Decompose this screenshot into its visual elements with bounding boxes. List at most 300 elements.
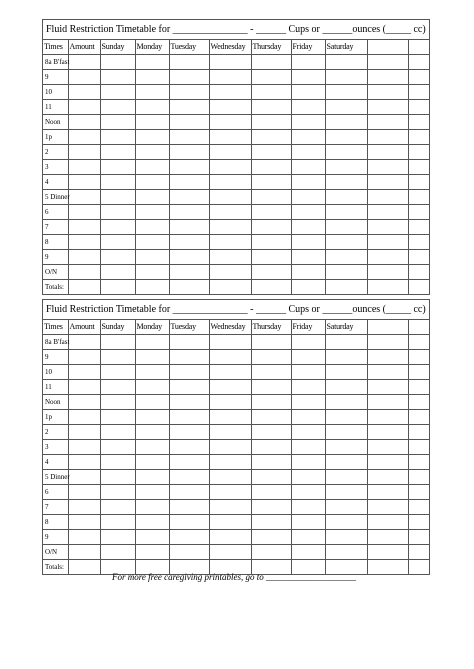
entry-cell[interactable] (291, 350, 325, 365)
entry-cell[interactable] (408, 410, 429, 425)
entry-cell[interactable] (291, 395, 325, 410)
entry-cell[interactable] (325, 160, 367, 175)
entry-cell[interactable] (325, 335, 367, 350)
entry-cell[interactable] (408, 175, 429, 190)
entry-cell[interactable] (209, 395, 251, 410)
entry-cell[interactable] (68, 500, 100, 515)
entry-cell[interactable] (68, 395, 100, 410)
entry-cell[interactable] (100, 145, 135, 160)
entry-cell[interactable] (169, 100, 209, 115)
entry-cell[interactable] (325, 130, 367, 145)
entry-cell[interactable] (68, 250, 100, 265)
entry-cell[interactable] (209, 220, 251, 235)
entry-cell[interactable] (367, 545, 408, 560)
entry-cell[interactable] (408, 455, 429, 470)
entry-cell[interactable] (325, 280, 367, 295)
entry-cell[interactable] (251, 440, 291, 455)
entry-cell[interactable] (408, 500, 429, 515)
entry-cell[interactable] (291, 365, 325, 380)
entry-cell[interactable] (100, 395, 135, 410)
entry-cell[interactable] (325, 190, 367, 205)
entry-cell[interactable] (367, 280, 408, 295)
entry-cell[interactable] (169, 455, 209, 470)
entry-cell[interactable] (251, 515, 291, 530)
entry-cell[interactable] (251, 470, 291, 485)
entry-cell[interactable] (291, 500, 325, 515)
entry-cell[interactable] (209, 470, 251, 485)
entry-cell[interactable] (135, 380, 169, 395)
entry-cell[interactable] (291, 145, 325, 160)
entry-cell[interactable] (325, 515, 367, 530)
entry-cell[interactable] (408, 160, 429, 175)
entry-cell[interactable] (135, 55, 169, 70)
entry-cell[interactable] (169, 470, 209, 485)
entry-cell[interactable] (291, 115, 325, 130)
entry-cell[interactable] (325, 545, 367, 560)
entry-cell[interactable] (325, 500, 367, 515)
entry-cell[interactable] (251, 175, 291, 190)
entry-cell[interactable] (291, 250, 325, 265)
entry-cell[interactable] (100, 410, 135, 425)
entry-cell[interactable] (135, 70, 169, 85)
entry-cell[interactable] (291, 160, 325, 175)
entry-cell[interactable] (209, 280, 251, 295)
entry-cell[interactable] (135, 455, 169, 470)
entry-cell[interactable] (68, 115, 100, 130)
entry-cell[interactable] (68, 175, 100, 190)
entry-cell[interactable] (291, 485, 325, 500)
entry-cell[interactable] (100, 205, 135, 220)
entry-cell[interactable] (367, 175, 408, 190)
entry-cell[interactable] (291, 85, 325, 100)
entry-cell[interactable] (100, 160, 135, 175)
entry-cell[interactable] (68, 235, 100, 250)
entry-cell[interactable] (367, 235, 408, 250)
entry-cell[interactable] (325, 485, 367, 500)
entry-cell[interactable] (291, 130, 325, 145)
entry-cell[interactable] (367, 250, 408, 265)
entry-cell[interactable] (291, 470, 325, 485)
entry-cell[interactable] (100, 55, 135, 70)
entry-cell[interactable] (68, 545, 100, 560)
entry-cell[interactable] (251, 145, 291, 160)
entry-cell[interactable] (169, 440, 209, 455)
entry-cell[interactable] (408, 70, 429, 85)
entry-cell[interactable] (209, 70, 251, 85)
entry-cell[interactable] (408, 235, 429, 250)
entry-cell[interactable] (325, 220, 367, 235)
entry-cell[interactable] (209, 100, 251, 115)
entry-cell[interactable] (367, 425, 408, 440)
entry-cell[interactable] (100, 425, 135, 440)
entry-cell[interactable] (251, 265, 291, 280)
entry-cell[interactable] (367, 560, 408, 575)
entry-cell[interactable] (169, 380, 209, 395)
entry-cell[interactable] (251, 85, 291, 100)
entry-cell[interactable] (135, 470, 169, 485)
entry-cell[interactable] (291, 515, 325, 530)
entry-cell[interactable] (325, 250, 367, 265)
entry-cell[interactable] (209, 410, 251, 425)
entry-cell[interactable] (100, 470, 135, 485)
entry-cell[interactable] (169, 190, 209, 205)
entry-cell[interactable] (169, 485, 209, 500)
entry-cell[interactable] (251, 100, 291, 115)
entry-cell[interactable] (100, 350, 135, 365)
entry-cell[interactable] (408, 350, 429, 365)
entry-cell[interactable] (68, 280, 100, 295)
entry-cell[interactable] (135, 410, 169, 425)
entry-cell[interactable] (68, 470, 100, 485)
entry-cell[interactable] (169, 235, 209, 250)
entry-cell[interactable] (251, 205, 291, 220)
entry-cell[interactable] (325, 145, 367, 160)
entry-cell[interactable] (68, 265, 100, 280)
entry-cell[interactable] (169, 545, 209, 560)
entry-cell[interactable] (100, 485, 135, 500)
entry-cell[interactable] (408, 220, 429, 235)
entry-cell[interactable] (251, 530, 291, 545)
entry-cell[interactable] (251, 410, 291, 425)
entry-cell[interactable] (367, 265, 408, 280)
entry-cell[interactable] (325, 455, 367, 470)
entry-cell[interactable] (169, 160, 209, 175)
entry-cell[interactable] (325, 235, 367, 250)
entry-cell[interactable] (135, 145, 169, 160)
entry-cell[interactable] (251, 455, 291, 470)
entry-cell[interactable] (251, 70, 291, 85)
entry-cell[interactable] (325, 395, 367, 410)
entry-cell[interactable] (408, 250, 429, 265)
entry-cell[interactable] (367, 530, 408, 545)
entry-cell[interactable] (209, 530, 251, 545)
entry-cell[interactable] (209, 545, 251, 560)
entry-cell[interactable] (408, 85, 429, 100)
entry-cell[interactable] (100, 130, 135, 145)
entry-cell[interactable] (209, 115, 251, 130)
entry-cell[interactable] (367, 440, 408, 455)
entry-cell[interactable] (408, 335, 429, 350)
entry-cell[interactable] (209, 485, 251, 500)
entry-cell[interactable] (209, 350, 251, 365)
entry-cell[interactable] (408, 145, 429, 160)
entry-cell[interactable] (100, 280, 135, 295)
entry-cell[interactable] (68, 160, 100, 175)
entry-cell[interactable] (135, 280, 169, 295)
entry-cell[interactable] (367, 455, 408, 470)
entry-cell[interactable] (367, 115, 408, 130)
entry-cell[interactable] (169, 410, 209, 425)
entry-cell[interactable] (169, 265, 209, 280)
entry-cell[interactable] (367, 85, 408, 100)
entry-cell[interactable] (291, 545, 325, 560)
entry-cell[interactable] (100, 190, 135, 205)
entry-cell[interactable] (291, 455, 325, 470)
entry-cell[interactable] (367, 380, 408, 395)
entry-cell[interactable] (408, 380, 429, 395)
entry-cell[interactable] (68, 205, 100, 220)
entry-cell[interactable] (209, 130, 251, 145)
entry-cell[interactable] (408, 485, 429, 500)
entry-cell[interactable] (68, 485, 100, 500)
entry-cell[interactable] (135, 115, 169, 130)
entry-cell[interactable] (100, 235, 135, 250)
entry-cell[interactable] (169, 250, 209, 265)
entry-cell[interactable] (209, 380, 251, 395)
entry-cell[interactable] (135, 265, 169, 280)
entry-cell[interactable] (169, 395, 209, 410)
entry-cell[interactable] (251, 365, 291, 380)
entry-cell[interactable] (68, 455, 100, 470)
entry-cell[interactable] (325, 85, 367, 100)
entry-cell[interactable] (169, 280, 209, 295)
entry-cell[interactable] (68, 220, 100, 235)
entry-cell[interactable] (135, 220, 169, 235)
entry-cell[interactable] (135, 440, 169, 455)
entry-cell[interactable] (135, 160, 169, 175)
entry-cell[interactable] (100, 85, 135, 100)
entry-cell[interactable] (367, 350, 408, 365)
entry-cell[interactable] (291, 175, 325, 190)
entry-cell[interactable] (209, 335, 251, 350)
entry-cell[interactable] (408, 205, 429, 220)
entry-cell[interactable] (251, 115, 291, 130)
entry-cell[interactable] (68, 440, 100, 455)
entry-cell[interactable] (367, 145, 408, 160)
entry-cell[interactable] (325, 55, 367, 70)
entry-cell[interactable] (135, 350, 169, 365)
entry-cell[interactable] (135, 530, 169, 545)
entry-cell[interactable] (169, 55, 209, 70)
entry-cell[interactable] (68, 425, 100, 440)
entry-cell[interactable] (367, 55, 408, 70)
entry-cell[interactable] (367, 70, 408, 85)
entry-cell[interactable] (135, 485, 169, 500)
entry-cell[interactable] (209, 190, 251, 205)
entry-cell[interactable] (209, 500, 251, 515)
entry-cell[interactable] (100, 175, 135, 190)
entry-cell[interactable] (209, 425, 251, 440)
entry-cell[interactable] (367, 500, 408, 515)
entry-cell[interactable] (169, 335, 209, 350)
entry-cell[interactable] (100, 115, 135, 130)
entry-cell[interactable] (209, 265, 251, 280)
entry-cell[interactable] (408, 440, 429, 455)
entry-cell[interactable] (68, 350, 100, 365)
entry-cell[interactable] (325, 115, 367, 130)
entry-cell[interactable] (209, 85, 251, 100)
entry-cell[interactable] (100, 220, 135, 235)
entry-cell[interactable] (408, 470, 429, 485)
entry-cell[interactable] (291, 100, 325, 115)
entry-cell[interactable] (291, 70, 325, 85)
entry-cell[interactable] (169, 425, 209, 440)
entry-cell[interactable] (325, 365, 367, 380)
entry-cell[interactable] (367, 470, 408, 485)
entry-cell[interactable] (209, 175, 251, 190)
entry-cell[interactable] (169, 350, 209, 365)
entry-cell[interactable] (251, 235, 291, 250)
entry-cell[interactable] (325, 350, 367, 365)
entry-cell[interactable] (68, 55, 100, 70)
entry-cell[interactable] (251, 220, 291, 235)
entry-cell[interactable] (135, 425, 169, 440)
entry-cell[interactable] (209, 365, 251, 380)
entry-cell[interactable] (367, 205, 408, 220)
entry-cell[interactable] (408, 280, 429, 295)
entry-cell[interactable] (100, 70, 135, 85)
entry-cell[interactable] (68, 335, 100, 350)
entry-cell[interactable] (209, 235, 251, 250)
entry-cell[interactable] (169, 515, 209, 530)
entry-cell[interactable] (408, 100, 429, 115)
entry-cell[interactable] (68, 145, 100, 160)
entry-cell[interactable] (251, 335, 291, 350)
entry-cell[interactable] (135, 395, 169, 410)
entry-cell[interactable] (68, 190, 100, 205)
entry-cell[interactable] (135, 205, 169, 220)
entry-cell[interactable] (367, 130, 408, 145)
entry-cell[interactable] (169, 85, 209, 100)
entry-cell[interactable] (325, 205, 367, 220)
entry-cell[interactable] (291, 280, 325, 295)
entry-cell[interactable] (169, 130, 209, 145)
entry-cell[interactable] (68, 410, 100, 425)
entry-cell[interactable] (408, 515, 429, 530)
entry-cell[interactable] (291, 235, 325, 250)
entry-cell[interactable] (251, 190, 291, 205)
entry-cell[interactable] (408, 365, 429, 380)
entry-cell[interactable] (135, 85, 169, 100)
entry-cell[interactable] (68, 85, 100, 100)
entry-cell[interactable] (408, 530, 429, 545)
entry-cell[interactable] (209, 145, 251, 160)
entry-cell[interactable] (68, 530, 100, 545)
entry-cell[interactable] (325, 70, 367, 85)
entry-cell[interactable] (251, 485, 291, 500)
entry-cell[interactable] (325, 425, 367, 440)
entry-cell[interactable] (367, 335, 408, 350)
entry-cell[interactable] (135, 250, 169, 265)
entry-cell[interactable] (251, 280, 291, 295)
entry-cell[interactable] (135, 100, 169, 115)
entry-cell[interactable] (251, 395, 291, 410)
entry-cell[interactable] (100, 335, 135, 350)
entry-cell[interactable] (367, 515, 408, 530)
entry-cell[interactable] (68, 560, 100, 575)
entry-cell[interactable] (291, 425, 325, 440)
entry-cell[interactable] (367, 100, 408, 115)
entry-cell[interactable] (100, 500, 135, 515)
entry-cell[interactable] (367, 160, 408, 175)
entry-cell[interactable] (68, 70, 100, 85)
entry-cell[interactable] (325, 470, 367, 485)
entry-cell[interactable] (251, 55, 291, 70)
entry-cell[interactable] (169, 365, 209, 380)
entry-cell[interactable] (408, 560, 429, 575)
entry-cell[interactable] (251, 545, 291, 560)
entry-cell[interactable] (408, 395, 429, 410)
entry-cell[interactable] (135, 190, 169, 205)
entry-cell[interactable] (291, 205, 325, 220)
entry-cell[interactable] (325, 100, 367, 115)
entry-cell[interactable] (100, 515, 135, 530)
entry-cell[interactable] (291, 55, 325, 70)
entry-cell[interactable] (135, 515, 169, 530)
entry-cell[interactable] (68, 515, 100, 530)
entry-cell[interactable] (325, 380, 367, 395)
entry-cell[interactable] (135, 365, 169, 380)
entry-cell[interactable] (367, 365, 408, 380)
entry-cell[interactable] (325, 265, 367, 280)
entry-cell[interactable] (325, 530, 367, 545)
entry-cell[interactable] (367, 395, 408, 410)
entry-cell[interactable] (100, 545, 135, 560)
entry-cell[interactable] (291, 530, 325, 545)
entry-cell[interactable] (251, 130, 291, 145)
entry-cell[interactable] (135, 500, 169, 515)
entry-cell[interactable] (367, 220, 408, 235)
entry-cell[interactable] (408, 115, 429, 130)
entry-cell[interactable] (408, 130, 429, 145)
entry-cell[interactable] (408, 55, 429, 70)
entry-cell[interactable] (68, 380, 100, 395)
entry-cell[interactable] (209, 515, 251, 530)
entry-cell[interactable] (100, 250, 135, 265)
entry-cell[interactable] (135, 175, 169, 190)
entry-cell[interactable] (367, 485, 408, 500)
entry-cell[interactable] (251, 160, 291, 175)
entry-cell[interactable] (209, 160, 251, 175)
entry-cell[interactable] (68, 100, 100, 115)
entry-cell[interactable] (169, 220, 209, 235)
entry-cell[interactable] (169, 145, 209, 160)
entry-cell[interactable] (408, 265, 429, 280)
entry-cell[interactable] (291, 265, 325, 280)
entry-cell[interactable] (135, 130, 169, 145)
entry-cell[interactable] (209, 55, 251, 70)
entry-cell[interactable] (209, 455, 251, 470)
entry-cell[interactable] (251, 500, 291, 515)
entry-cell[interactable] (325, 440, 367, 455)
entry-cell[interactable] (100, 365, 135, 380)
entry-cell[interactable] (325, 410, 367, 425)
entry-cell[interactable] (209, 205, 251, 220)
entry-cell[interactable] (291, 440, 325, 455)
entry-cell[interactable] (169, 175, 209, 190)
entry-cell[interactable] (68, 130, 100, 145)
entry-cell[interactable] (169, 70, 209, 85)
entry-cell[interactable] (291, 335, 325, 350)
entry-cell[interactable] (169, 205, 209, 220)
entry-cell[interactable] (251, 380, 291, 395)
entry-cell[interactable] (291, 380, 325, 395)
entry-cell[interactable] (291, 410, 325, 425)
entry-cell[interactable] (100, 380, 135, 395)
entry-cell[interactable] (68, 365, 100, 380)
entry-cell[interactable] (100, 455, 135, 470)
entry-cell[interactable] (367, 410, 408, 425)
entry-cell[interactable] (209, 250, 251, 265)
entry-cell[interactable] (408, 425, 429, 440)
entry-cell[interactable] (135, 235, 169, 250)
entry-cell[interactable] (291, 220, 325, 235)
entry-cell[interactable] (169, 115, 209, 130)
entry-cell[interactable] (251, 425, 291, 440)
entry-cell[interactable] (251, 350, 291, 365)
entry-cell[interactable] (408, 190, 429, 205)
entry-cell[interactable] (135, 335, 169, 350)
